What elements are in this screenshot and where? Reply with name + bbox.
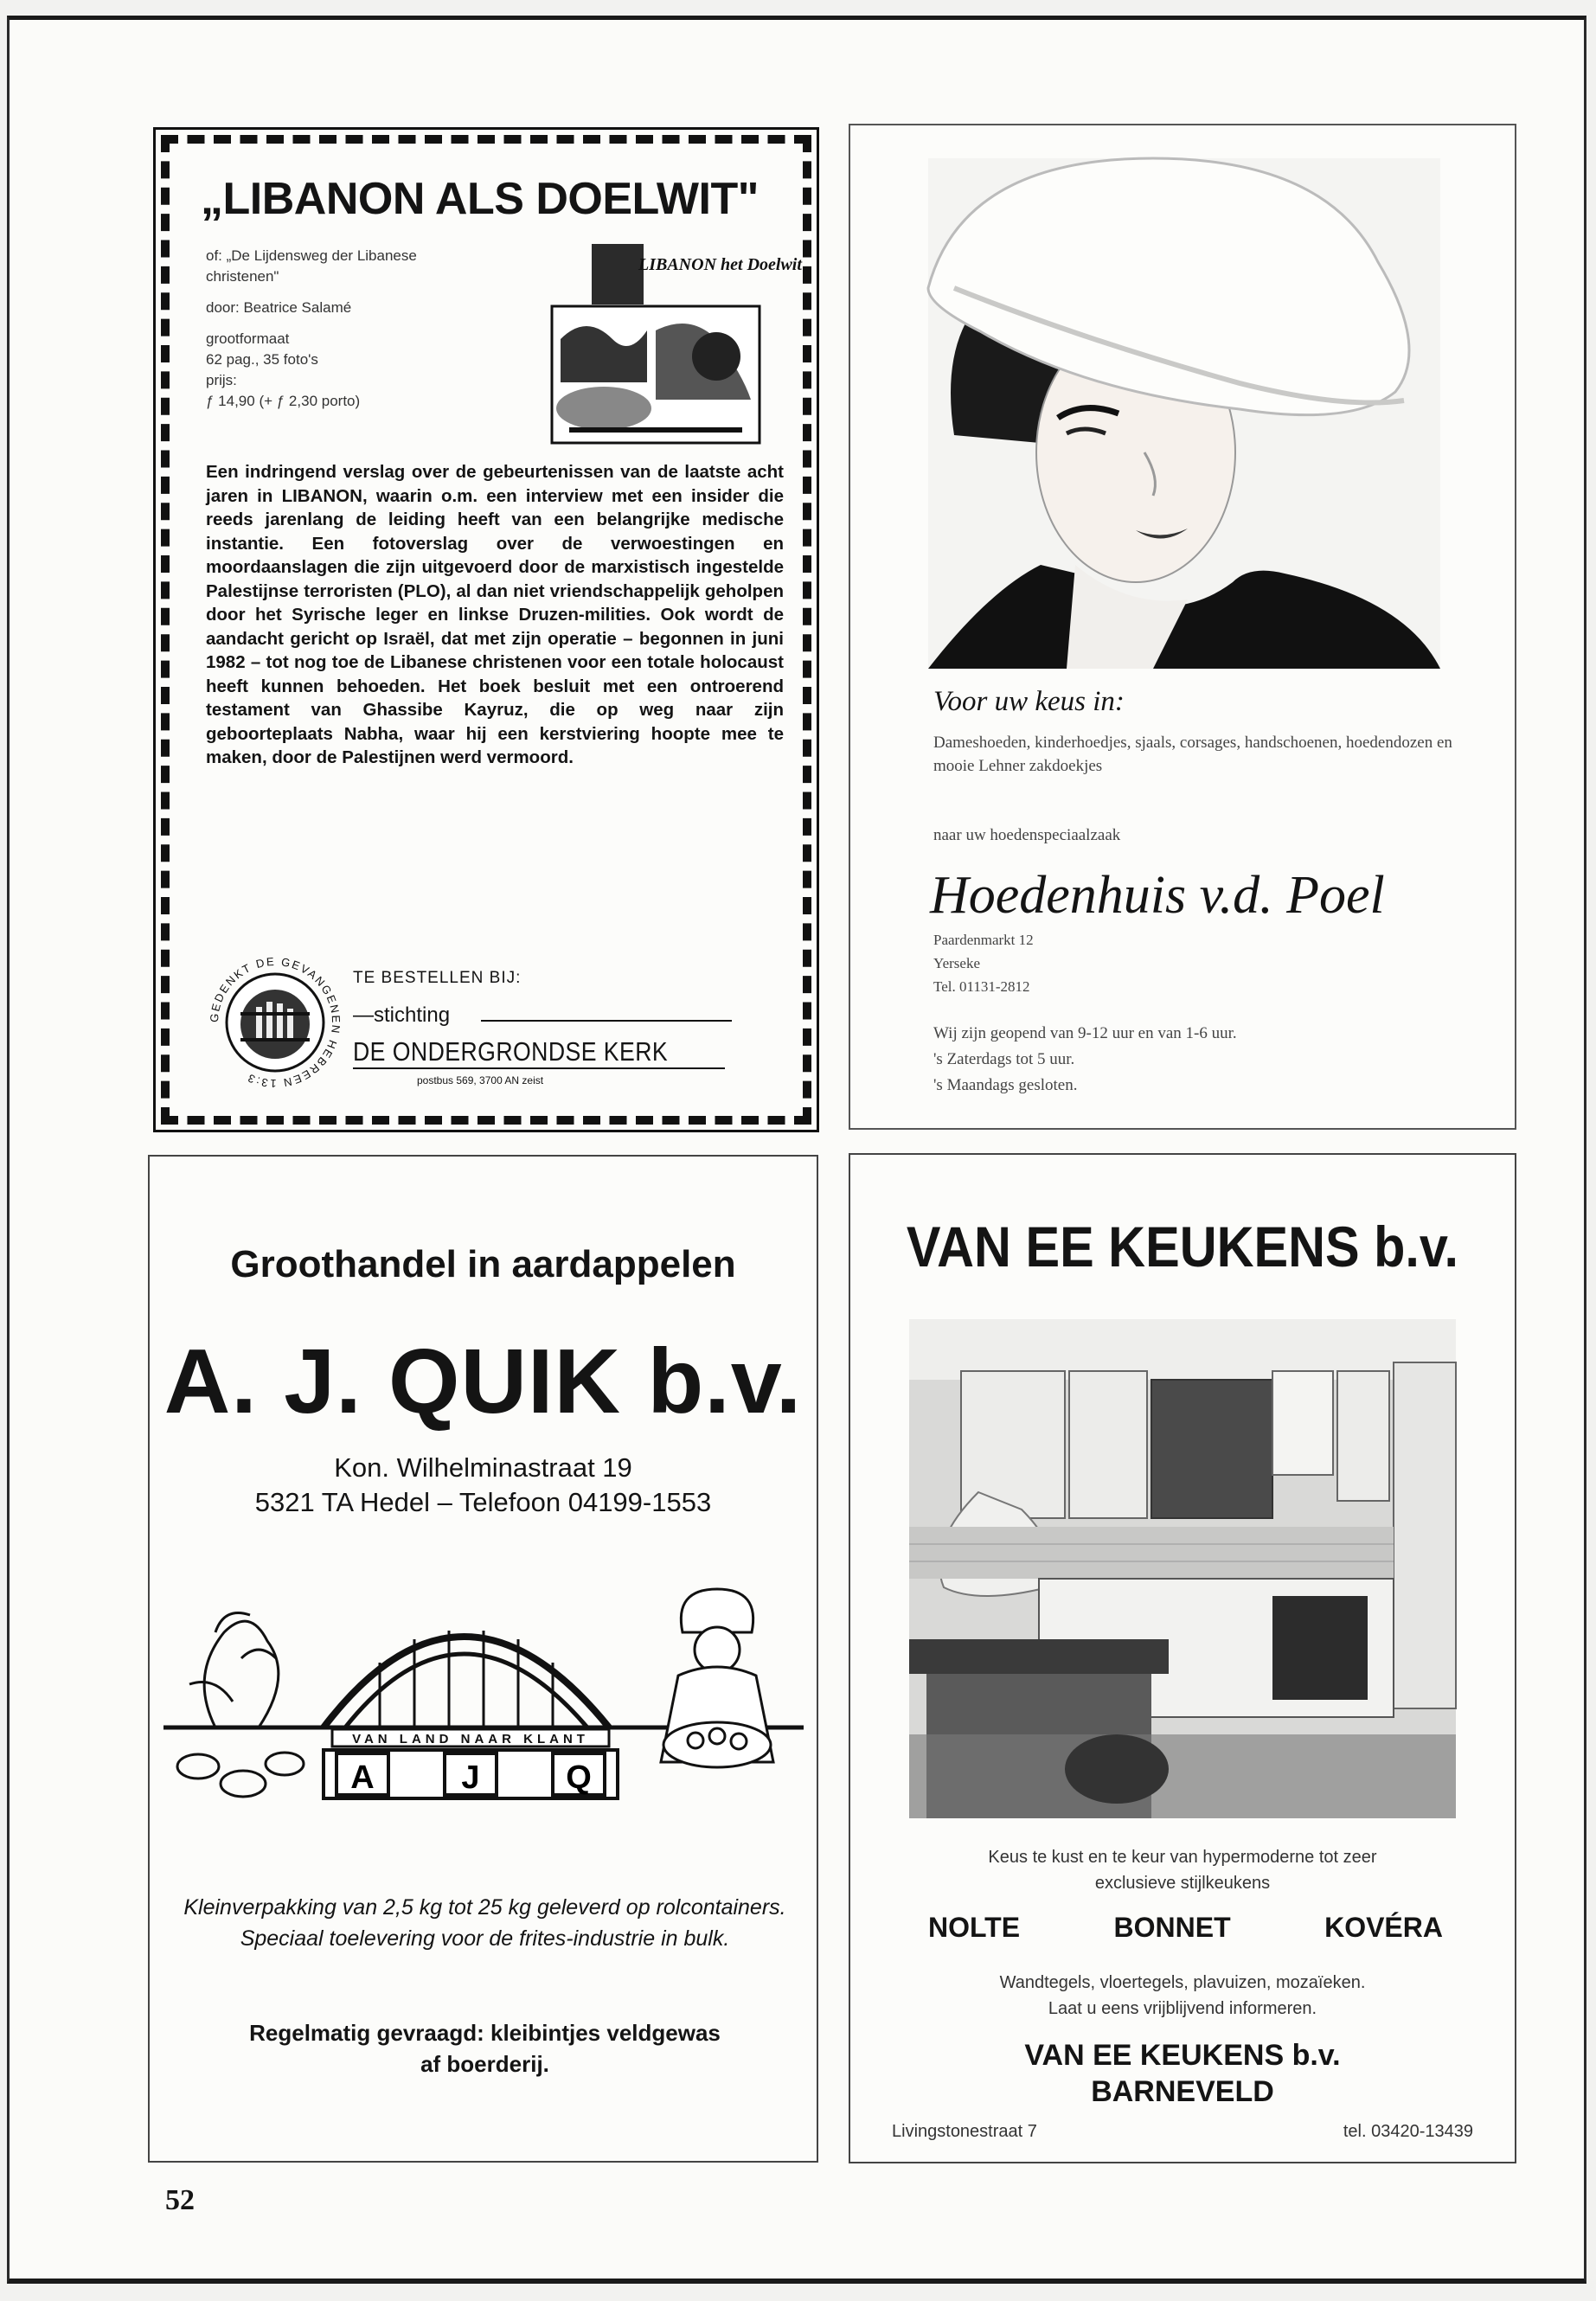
book-subtitle: of: „De Lijdensweg der Libanese christenen" <box>206 247 417 285</box>
brand-kovera: KOVÉRA <box>1324 1912 1443 1943</box>
hoeden-street: Paardenmarkt 12 <box>933 932 1034 948</box>
book-author: door: Beatrice Salamé <box>206 299 352 316</box>
keukens-tiles-info <box>850 1970 1515 2022</box>
tagline-line: exclusieve stijlkeukens <box>1094 1874 1271 1893</box>
hoeden-phone: Tel. 01131-2812 <box>933 978 1030 995</box>
brand-bonnet: BONNET <box>1113 1912 1231 1943</box>
ajq-bridge-logo <box>163 1580 804 1823</box>
tiles-line: Wandtegels, vloertegels, plavuizen, mozaïeken. <box>999 1973 1366 1992</box>
libanon-title: „LIBANON ALS DOELWIT" <box>201 174 759 224</box>
woman-in-hat-photo <box>928 158 1440 669</box>
hoeden-intro: Voor uw keus in: <box>933 686 1125 717</box>
hoeden-opening-hours <box>933 1021 1237 1099</box>
libanon-book-meta <box>206 246 491 412</box>
hoeden-address <box>933 928 1034 998</box>
organization-name: DE ONDERGRONDSE KERK <box>353 1036 669 1067</box>
logo-banner: VAN LAND NAAR KLANT <box>352 1732 589 1747</box>
page-number: 52 <box>165 2184 195 2216</box>
hoedenhuis-ad <box>849 124 1516 1130</box>
kitchen-photo <box>909 1319 1456 1818</box>
order-block <box>206 953 777 1100</box>
hoedenhuis-name: Hoedenhuis v.d. Poel <box>930 866 1385 925</box>
frites-line: Speciaal toelevering voor de frites-industrie in bulk. <box>240 1926 730 1951</box>
keukens-company <box>850 2037 1515 2110</box>
seal-text: GEDENKT DE GEVANGENEN HEBREEN 13:3 <box>207 954 343 1091</box>
book-pages: 62 pag., 35 foto's <box>206 351 318 368</box>
keukens-phone: tel. 03420-13439 <box>1343 2122 1473 2141</box>
quik-heading: Groothandel in aardappelen <box>230 1243 736 1285</box>
book-price: ƒ 14,90 (+ ƒ 2,30 porto) <box>206 393 361 409</box>
hoeden-city: Yerseke <box>933 955 980 971</box>
tiles-line: Laat u eens vrijblijvend informeren. <box>1048 1999 1317 2018</box>
libanon-body-text: Een indringend verslag over de gebeurtenissen van de laatste acht jaren in LIBANON, waarin o.m. een interview met een insider die reeds jarenlang de leiding heeft van een belangrijke medische instantie. Een fotoverslag over de verwoestingen en moordaanslagen die zijn uitgevoerd door de marxistisch ingestelde Palestijnse terroristen (PLO), al dan niet vriendschappelijk geholpen door het Syrische leger en linkse Druzen-milities. Ook wordt de aandacht gericht op Israël, dat met zijn operatie – begonnen in juni 1982 – tot nog toe de Libanese christenen voor een totale holocaust heeft kunnen behoeden. Het boek besluit met een ontroerend testament van Ghassibe Kayruz, die op weg naar zijn geboorteplaats Nabha, waar hij een kerstviering hoopte mee te maken, door de Palestijnen werd vermoord. <box>206 462 784 767</box>
packaging-line: Kleinverpakking van 2,5 kg tot 25 kg geleverd op rolcontainers. <box>183 1895 786 1920</box>
keukens-heading: VAN EE KEUKENS b.v. <box>906 1215 1459 1279</box>
keukens-name: VAN EE KEUKENS b.v. <box>1024 2039 1341 2072</box>
wanted-line: af boerderij. <box>420 2051 549 2077</box>
hours-line: Wij zijn geopend van 9-12 uur en van 1-6 uur. <box>933 1024 1237 1042</box>
hoeden-naar: naar uw hoedenspeciaalzaak <box>933 826 1121 844</box>
quik-street: Kon. Wilhelminastraat 19 <box>334 1452 632 1483</box>
book-cover-title: LIBANON het Doelwit <box>638 255 802 274</box>
book-price-label: prijs: <box>206 372 237 388</box>
prisoner-seal-logo <box>206 953 344 1092</box>
magazine-page <box>7 16 1586 2284</box>
logo-letter-a: A <box>350 1759 375 1796</box>
quik-company-name: A. J. QUIK b.v. <box>163 1330 803 1433</box>
keukens-street: Livingstonestraat 7 <box>892 2122 1037 2141</box>
libanon-ad-content <box>175 149 802 1111</box>
tagline-line: Keus te kust en te keur van hypermoderne tot zeer <box>988 1848 1377 1867</box>
hoeden-product-list: Dameshoeden, kinderhoedjes, sjaals, corsages, handschoenen, hoedendozen en mooie Lehner zakdoekjes <box>933 734 1452 775</box>
logo-letter-j: J <box>461 1759 480 1796</box>
quik-potato-ad <box>148 1155 818 2163</box>
keukens-city: BARNEVELD <box>1091 2075 1274 2108</box>
wanted-line: Regelmatig gevraagd: kleibintjes veldgewas <box>249 2020 721 2046</box>
stichting-label: stichting <box>374 1003 451 1027</box>
quik-packaging-info <box>176 1892 794 1954</box>
quik-address <box>150 1451 817 1520</box>
brand-nolte: NOLTE <box>928 1912 1021 1943</box>
organization-address: postbus 569, 3700 AN zeist <box>417 1074 544 1086</box>
stichting-line: —stichting <box>353 1003 451 1027</box>
logo-letter-q: Q <box>566 1759 592 1796</box>
quik-wanted <box>176 2017 794 2080</box>
keukens-ad <box>849 1153 1516 2163</box>
keukens-tagline <box>850 1844 1515 1896</box>
keukens-brands <box>928 1912 1443 1944</box>
book-cover-image <box>552 244 802 443</box>
libanon-book-ad <box>153 127 819 1132</box>
order-label: TE BESTELLEN BIJ: <box>353 969 522 987</box>
hours-line: 's Maandags gesloten. <box>933 1076 1078 1094</box>
hours-line: 's Zaterdags tot 5 uur. <box>933 1050 1075 1068</box>
book-format: grootformaat <box>206 330 290 347</box>
quik-city-phone: 5321 TA Hedel – Telefoon 04199-1553 <box>254 1487 712 1517</box>
